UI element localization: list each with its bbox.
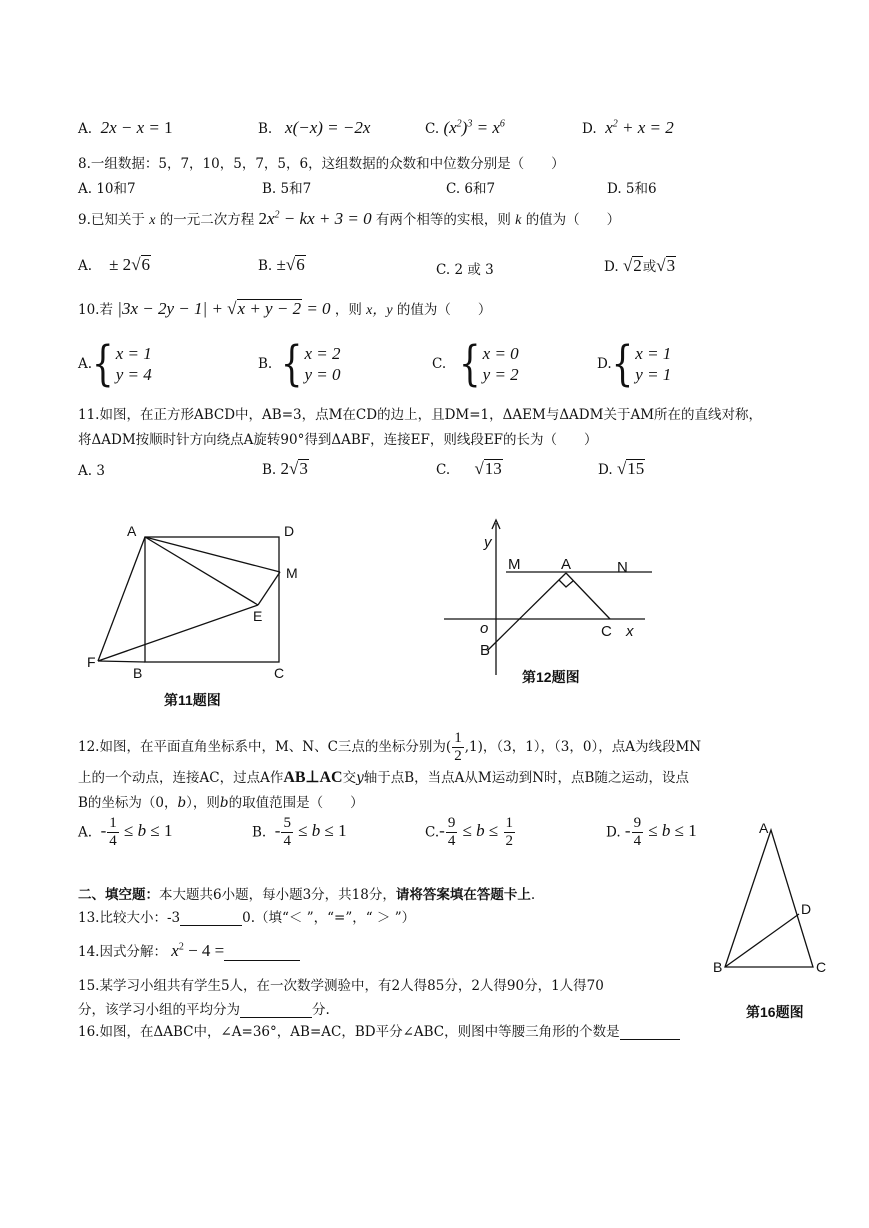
q12-line3-b: b [177, 795, 187, 811]
q10-option-a-system [116, 343, 152, 385]
q10-option-a [78, 336, 152, 392]
q8-option-d: D. 5和6 [607, 181, 657, 197]
segment-em [258, 572, 280, 605]
q12-option-a-low-d: 4 [109, 833, 117, 849]
fig11-label-a: A [127, 523, 137, 539]
q9-option-b-math: ±√6 [276, 255, 305, 274]
q9-suffix: 有两个相等的实根，则 [375, 212, 511, 228]
q9-option-d [604, 255, 676, 276]
q12-option-c-label: C. [425, 824, 440, 841]
q12-option-d-high: 1 [688, 821, 697, 841]
q9-option-a-math: ± 2√6 [96, 255, 151, 274]
q11-option-c-rad: 13 [484, 459, 502, 478]
q10-prefix: 10.若 [78, 302, 113, 318]
q12-option-c-low-d: 4 [447, 833, 456, 849]
q10-equation: |3x − 2y − 1| + √x + y − 2 = 0 [117, 299, 331, 318]
q11-option-b-coef: 2 [280, 459, 290, 478]
q12-option-c-high-n: 1 [505, 815, 513, 831]
q12-option-c-math: - $\frac{9}{4}$ ≤ b ≤ $\frac{1}{2}$ [439, 815, 513, 849]
q12-line2 [78, 766, 689, 787]
q12-option-b-low-d: 4 [283, 833, 291, 849]
q13-prefix: 13.比较大小：-3 [78, 910, 181, 926]
q9-prefix: 9.已知关于 [78, 212, 145, 228]
figure-16 [708, 815, 838, 1025]
q7-option-c-label: C. [425, 121, 440, 137]
q10-vars: x，y [366, 303, 393, 318]
q12-option-d-math: - $\frac{9}{4}$ ≤ b ≤ 1 [620, 815, 697, 849]
q12-frac-half [452, 730, 464, 765]
q10-option-d-x: x = 1 [635, 344, 672, 363]
section2-heading: 二、填空题： [78, 887, 159, 903]
q12-line3-suffix: 的取值范围是（ ） [228, 795, 364, 811]
q9-option-c [436, 258, 494, 278]
q12-option-b [252, 815, 347, 850]
q9-option-b-label: B. [258, 258, 273, 274]
q11-option-b [262, 459, 309, 479]
segment-bd [725, 914, 799, 967]
q13-answer-blank[interactable] [180, 911, 242, 926]
q12-line3-mid: ），则 [186, 795, 220, 811]
fig16-label-c: C [816, 959, 827, 975]
q12-perp: AB⊥AC [283, 769, 343, 786]
q7-option-a-math: 2x − x = 1 [96, 118, 173, 137]
q10-option-a-label: A. [78, 356, 93, 372]
q8-stem: 8.一组数据：5，7，10，5，7，5，6，这组数据的众数和中位数分别是（ ） [78, 156, 565, 172]
q11-option-d [598, 459, 645, 479]
q7-option-a-label: A. [78, 121, 93, 137]
fig12-label-a: A [561, 556, 572, 573]
q11-option-d-label: D. [598, 462, 613, 478]
fig11-caption: 第11题图 [164, 692, 221, 708]
q10-option-b-y: y = 0 [304, 365, 341, 384]
q12-frac-d: 2 [454, 748, 462, 764]
q10-option-b-system [304, 343, 340, 385]
q9-equation: $2x^2$ − kx + 3 = 0 [258, 209, 372, 228]
fig12-label-b: B [480, 642, 491, 659]
q12-line1-prefix: 12.如图，在平面直角坐标系中，M、N、C三点的坐标分别为( [78, 739, 452, 755]
q16-text: 16.如图，在ΔABC中，∠A=36°，AB=AC，BD平分∠ABC，则图中等腰三角形的个数是 [78, 1024, 620, 1040]
q10-suffix: ，则 [334, 302, 362, 318]
q12-option-a-high: 1 [163, 821, 173, 841]
q7-option-b-label: B. [258, 121, 273, 137]
q11-option-d-rad: 15 [627, 459, 645, 478]
q12-option-b-low-n: 5 [283, 815, 291, 831]
q7-options [78, 118, 173, 138]
fig11-label-m: M [286, 565, 298, 581]
brace-icon: { [611, 336, 634, 392]
q9-option-d-math: √2 [622, 256, 642, 275]
segment-ae [145, 537, 258, 605]
fig12-label-m: M [508, 556, 521, 573]
segment-fe [98, 605, 258, 661]
fig12-label-n: N [617, 559, 628, 576]
fig11-label-d: D [284, 523, 295, 539]
square-abcd [145, 537, 279, 662]
q10-option-b-x: x = 2 [304, 344, 341, 363]
fig16-label-b: B [713, 959, 723, 975]
q9-option-d-label: D. [604, 259, 619, 275]
q10-stem [78, 298, 491, 319]
q10-option-b [258, 336, 341, 392]
q14-prefix: 14.因式分解： [78, 944, 167, 960]
q11-option-c-label: C. [436, 462, 451, 478]
q8-option-c: C. 6和7 [446, 181, 496, 197]
q10-option-c [432, 336, 519, 392]
q9-option-a-label: A. [78, 258, 93, 274]
triangle-abc [725, 830, 813, 967]
q12-option-b-label: B. [252, 824, 267, 841]
q12-line3-b2: b [219, 795, 229, 811]
q7-option-d [582, 118, 674, 138]
q16-answer-blank[interactable] [620, 1025, 680, 1040]
q16 [78, 1020, 680, 1040]
right-angle-icon [559, 580, 573, 587]
q7-option-d-label: D. [582, 121, 597, 137]
q12-option-d-low-n: 9 [633, 815, 642, 831]
q12-line2-y: y [356, 770, 364, 786]
q9-end: 的值为（ ） [525, 212, 621, 228]
q15-line2 [78, 998, 330, 1018]
section2-period: . [530, 887, 536, 903]
q9-option-d-or: 或 [642, 259, 657, 275]
q11-option-d-math: √15 [616, 459, 645, 478]
figure-11 [80, 515, 320, 715]
q10-option-a-y: y = 4 [115, 365, 152, 384]
fig12-label-o: o [480, 620, 489, 637]
q7-option-b [258, 118, 370, 138]
q9-stem [78, 208, 620, 229]
figure-12 [440, 515, 660, 695]
fig16-caption: 第16题图 [746, 1004, 804, 1020]
fig16-label-d: D [801, 901, 812, 917]
fig16-label-a: A [759, 820, 769, 836]
brace-icon: { [459, 336, 481, 392]
q9-option-d-math2: √3 [656, 256, 676, 275]
q11-option-b-label: B. [262, 462, 277, 478]
q14-expr: $x^2 - 4$ = [171, 941, 225, 960]
segment-fb [98, 661, 145, 662]
q14 [78, 940, 300, 961]
q12-frac-n: 1 [454, 730, 462, 746]
q12-line1-mid: ,1)，（3，1），（3，0），点A为线段MN [464, 739, 702, 755]
q12-option-a-label: A. [78, 824, 93, 841]
q12-line3-prefix: B的坐标为（0， [78, 795, 178, 811]
segment-ac [566, 573, 610, 619]
section2-instruction: 请将答案填在答题卡上 [395, 887, 531, 903]
q9-option-c-text: 2 或 3 [454, 262, 494, 278]
fig11-label-e: E [253, 608, 263, 624]
q9-option-a [78, 255, 151, 275]
q11-option-b-rad: 3 [299, 459, 308, 478]
fig12-label-x: x [626, 623, 634, 640]
q15-line2-suffix: 分. [312, 1002, 330, 1018]
q13 [78, 906, 415, 926]
q9-option-c-label: C. [436, 262, 451, 278]
fig11-label-c: C [274, 665, 285, 681]
q12-option-a-low-n: 1 [109, 815, 117, 831]
q12-option-b-math: - $\frac{5}{4}$ ≤ b ≤ 1 [270, 815, 347, 849]
q10-option-c-x: x = 0 [482, 344, 519, 363]
q10-option-d-system [635, 343, 671, 385]
q8-option-b: B. 5和7 [262, 181, 312, 197]
q7-option-c-math: $(x^2)^3 = x^6$ [443, 118, 505, 137]
q12-line2-suffix: 轴于点B，当点A从M运动到N时，点B随之运动，设点 [363, 770, 689, 786]
q9-var-k: k [515, 213, 522, 228]
q15-line1: 15.某学习小组共有学生5人，在一次数学测验中，有2人得85分，2人得90分，1人得70 [78, 978, 604, 994]
fig11-label-b: B [133, 665, 143, 681]
fig12-label-c: C [601, 623, 612, 640]
q10-option-c-label: C. [432, 356, 447, 372]
q12-option-c [425, 815, 516, 850]
q12-option-a [78, 815, 172, 850]
section2-header [78, 883, 535, 903]
fig12-caption: 第12题图 [522, 669, 580, 685]
q10-option-d-y: y = 1 [635, 365, 672, 384]
q11-option-a: A. 3 [78, 463, 105, 479]
q14-answer-blank[interactable] [224, 944, 300, 961]
q12-option-c-high-d: 2 [505, 833, 513, 849]
q7-option-c [425, 118, 505, 138]
q12-option-d [606, 815, 697, 850]
q10-end: 的值为（ ） [396, 302, 492, 318]
q12-line3 [78, 791, 364, 811]
q10-option-c-system [483, 343, 519, 385]
q8-option-a: A. 10和7 [78, 181, 136, 197]
q11-line2: 将ΔADM按顺时针方向绕点A旋转90°得到ΔABF，连接EF，则线段EF的长为（ ） [78, 432, 598, 448]
q12-option-d-label: D. [606, 824, 621, 841]
segment-am [145, 537, 280, 572]
brace-icon: { [280, 336, 303, 392]
q9-mid: 的一元二次方程 [159, 212, 255, 228]
section2-desc: 本大题共6小题，每小题3分，共18分， [159, 887, 396, 903]
q10-option-d-label: D. [597, 356, 612, 372]
q9-var-x: x [149, 213, 156, 228]
q15-answer-blank[interactable] [240, 1003, 312, 1018]
q11-option-b-math: 2√3 [280, 459, 308, 478]
q11-line1: 11.如图，在正方形ABCD中，AB=3，点M在CD的边上，且DM=1，ΔAEM与ΔADM关于AM所在的直线对称， [78, 407, 763, 423]
q9-option-b [258, 255, 306, 275]
q10-option-a-x: x = 1 [115, 344, 152, 363]
q11-option-c-math: √13 [474, 459, 502, 478]
brace-icon: { [92, 336, 114, 392]
q12-line2-mid: 交 [342, 770, 357, 786]
q10-option-c-y: y = 2 [482, 365, 519, 384]
q10-option-d [597, 336, 672, 392]
q12-option-a-math: - $\frac{1}{4}$ ≤ b ≤ 1 [96, 815, 173, 849]
fig11-label-f: F [87, 654, 96, 670]
q12-option-b-high: 1 [338, 821, 347, 841]
q14-expr-tail: − 4 = [188, 941, 225, 960]
q12-option-d-low-d: 4 [633, 833, 642, 849]
q7-option-b-math: x(−x) = −2x [285, 118, 371, 137]
q13-suffix: 0.（填“＜ ”，“=”，“ ＞ ”） [242, 910, 416, 926]
q15-line2-prefix: 分，该学习小组的平均分为 [78, 1002, 240, 1018]
segment-af [98, 537, 145, 661]
q11-option-c [436, 459, 503, 479]
q7-option-d-math: $x^2 + x = 2$ [605, 118, 674, 137]
q12-line2-prefix: 上的一个动点，连接AC，过点A作 [78, 770, 284, 786]
q12-option-c-low-n: 9 [447, 815, 456, 831]
q12-line1 [78, 730, 701, 765]
q10-option-b-label: B. [258, 356, 273, 372]
segment-ab [488, 573, 566, 650]
fig12-label-y: y [484, 534, 492, 551]
